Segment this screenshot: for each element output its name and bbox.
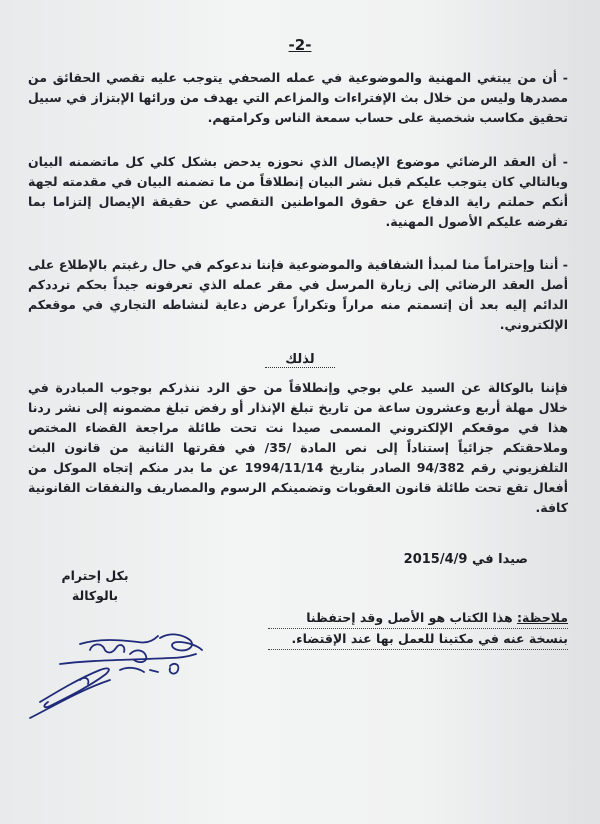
note-block <box>268 608 568 650</box>
paragraph-3: - أننا وإحتراماً منا لمبدأ الشفافية والموضوعية فإننا ندعوكم في حال رغبتم بالإطلاع على أصل العقد الرضائي إلى زيارة المرسل في مقر عمله الذي تعرفونه جيداً بحكم ترددكم الدائم إليه بعد أن إتسمتم منه مراراً وتكراراً عرض دعاية لنشاطه التجاري في موقعكم الإلكتروني. <box>28 257 568 332</box>
page-number: -2- <box>288 36 312 54</box>
closing-line-1: بكل إحترام <box>61 568 129 583</box>
closing-line-2: بالوكالة <box>71 588 119 603</box>
note-label: ملاحظة: <box>517 610 568 625</box>
note-text-1: هذا الكتاب هو الأصل وقد إحتفظنا <box>306 610 513 625</box>
note-line-2: بنسخة عنه في مكتبنا للعمل بها عند الإقتضاء. <box>268 629 568 650</box>
letter-date: صيدا في 2015/4/9 <box>403 552 528 567</box>
paragraph-2: - أن العقد الرضائي موضوع الإيصال الذي نحوزه يدحض بشكل كلي كل ماتضمنه البيان وبالتالي كان يتوجب عليكم قبل نشر البيان إنطلاقاً من ما تضمنه البيان في مقدمته لجهة أنكم حملتم راية الدفاع عن حقوق المواطنين التقصي عن حقيقة الإيصال إلتزاما بما تفرضه عليكم الأصول المهنية. <box>28 154 568 229</box>
note-line-1 <box>268 608 568 629</box>
handwritten-signature <box>20 620 210 730</box>
section-heading: لذلك <box>0 352 600 367</box>
closing-block <box>40 566 150 606</box>
paragraph-1: - أن من يبتغي المهنية والموضوعية في عمله الصحفي يتوجب عليه تقصي الحقائق من مصدرها وليس من خلال بث الإفتراءات والمزاعم التي يهدف من ورائها الإبتزاز في سبيل تحقيق مكاسب شخصية على حساب سمعة الناس وكرامتهم. <box>28 70 568 125</box>
final-paragraph: فإننا بالوكالة عن السيد علي بوجي وإنطلاقاً من حق الرد ننذركم بوجوب المبادرة في خلال مهلة أربع وعشرون ساعة من تاريخ تبلغ الإنذار أو رفض تبلغ مضمونه إلى نشر ردنا هذا في موقعكم الإلكتروني المسمى صيدا نت تحت طائلة مراجعة القضاء المختص وملاحقتكم جزائياً إستناداً إلى نص المادة /35/ في فقرتها الثانية من قانون البث التلفزيوني رقم 94/382 الصادر بتاريخ 1994/11/14 عن ما بدر منكم إتجاه الموكل من أفعال تقع تحت طائلة قانون العقوبات وتضمينكم الرسوم والمصاريف والنفقات القانونية كافة. <box>28 380 569 515</box>
